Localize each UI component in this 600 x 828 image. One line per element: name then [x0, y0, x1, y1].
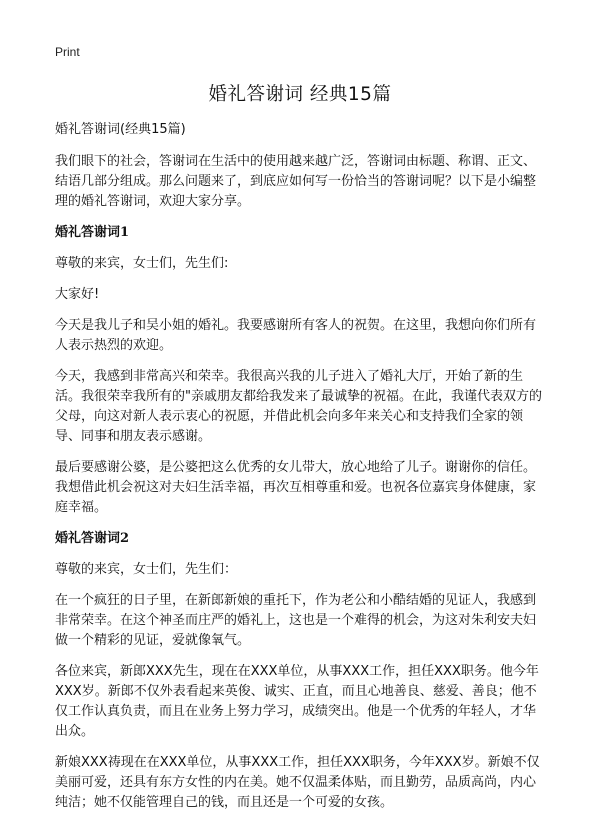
paragraph: 大家好!	[55, 287, 100, 302]
section-2	[55, 529, 548, 813]
section-heading: 婚礼答谢词2	[55, 531, 130, 546]
section-heading: 婚礼答谢词1	[55, 225, 130, 240]
paragraph: 尊敬的来宾，女士们，先生们：	[55, 562, 238, 577]
document-body	[55, 120, 548, 824]
document-subtitle: 婚礼答谢词(经典15篇)	[55, 122, 186, 137]
paragraph: 尊敬的来宾，女士们，先生们:	[55, 256, 229, 271]
section-1	[55, 223, 548, 518]
paragraph: 新娘XXX祷现在在XXX单位，从事XXX工作，担任XXX职务，今年XXX岁。新娘不仅美丽可爱，还具有东方女性的内在美。她不仅温柔体贴，而且勤劳，品质高尚，内心纯洁；她不仅能管理自己的钱，而且还是一个可爱的女孩。	[55, 755, 540, 810]
print-link[interactable]: Print	[55, 45, 80, 59]
paragraph: 最后要感谢公婆，是公婆把这么优秀的女儿带大，放心地给了儿子。谢谢你的信任。我想借此机会祝这对夫妇生活幸福，再次互相尊重和爱。也祝各位嘉宾身体健康，家庭幸福。	[55, 460, 537, 515]
paragraph: 各位来宾，新郎XXX先生，现在在XXX单位，从事XXX工作，担任XXX职务。他今年XXX岁。新郎不仅外表看起来英俊、诚实、正直，而且心地善良、慈爱、善良；他不仅工作认真负责，而且在业务上努力学习，成绩突出。他是一个优秀的年轻人，才华出众。	[55, 664, 539, 739]
intro-paragraph: 我们眼下的社会，答谢词在生活中的使用越来越广泛，答谢词由标题、称谓、正文、结语几部分组成。那么问题来了，到底应如何写一份恰当的答谢词呢？以下是小编整理的婚礼答谢词，欢迎大家分享。	[55, 154, 537, 209]
document-title: 婚礼答谢词 经典15篇	[208, 84, 392, 105]
paragraph: 今天，我感到非常高兴和荣幸。我很高兴我的儿子进入了婚礼大厅，开始了新的生活。我很荣幸我所有的"亲戚朋友都给我发来了最诚挚的祝福。在此，我谨代表双方的父母，向这对新人表示衷心的祝愿，并借此机会向多年来关心和支持我们全家的领导、同事和朋友表示感谢。	[55, 369, 542, 444]
paragraph: 在一个疯狂的日子里，在新郎新娘的重托下，作为老公和小酷结婚的见证人，我感到非常荣幸。在这个神圣而庄严的婚礼上，这也是一个难得的机会，为这对朱利安夫妇做一个精彩的见证，爱就像氧气。	[55, 593, 537, 648]
paragraph: 今天是我儿子和吴小姐的婚礼。我要感谢所有客人的祝贺。在这里，我想向你们所有人表示热烈的欢迎。	[55, 318, 537, 353]
